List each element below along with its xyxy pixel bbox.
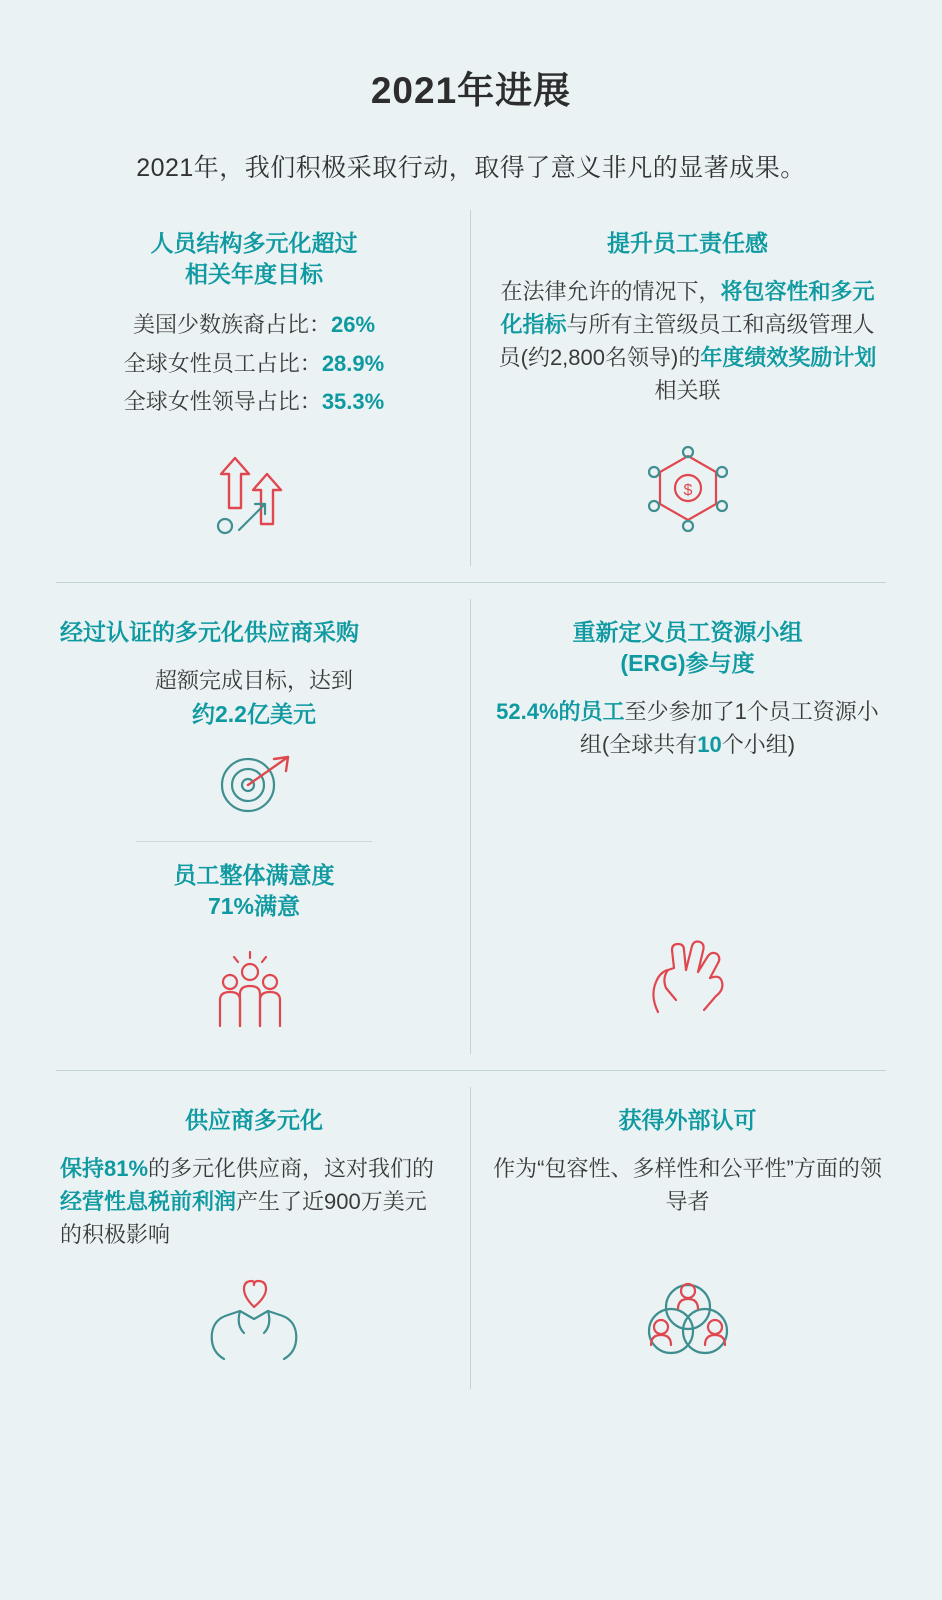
card-recognition-heading: 获得外部认可 bbox=[618, 1107, 757, 1134]
intro-paragraph: 2021年，我们积极采取行动，取得了意义非凡的显著成果。 bbox=[136, 154, 806, 182]
card-supplier-spend bbox=[60, 613, 448, 828]
stat-row bbox=[60, 345, 448, 384]
helping-hands-icon bbox=[628, 926, 748, 1036]
stat-value: 28.9% bbox=[321, 350, 385, 376]
card-recognition-text: 作为“包容性、多样性和公平性”方面的领导者 bbox=[493, 1156, 882, 1215]
card-erg-heading bbox=[493, 617, 882, 679]
text-part-emphasis: 52.4%的员工 bbox=[496, 698, 625, 724]
row-supplier-recognition bbox=[38, 1087, 904, 1389]
arrows-up-growth-icon bbox=[199, 438, 309, 548]
card-satisfaction-heading-line1: 员工整体满意度 bbox=[173, 862, 335, 889]
text-part-emphasis: 10 bbox=[697, 731, 722, 757]
text-part-emphasis: 经营性息税前利润 bbox=[60, 1189, 237, 1215]
stat-row bbox=[60, 306, 448, 345]
text-part-emphasis: 保持81% bbox=[60, 1156, 149, 1182]
page-title: 2021年进展 bbox=[370, 70, 572, 111]
card-satisfaction-heading-line2: 71%满意 bbox=[207, 893, 301, 920]
stat-label: 全球女性员工占比： bbox=[123, 350, 322, 376]
satisfaction-icon-wrap bbox=[60, 938, 448, 1036]
card-erg-text bbox=[493, 695, 882, 761]
column-supplier-satisfaction bbox=[38, 599, 471, 1055]
stat-label: 美国少数族裔占比： bbox=[132, 312, 331, 338]
row-supplier-erg bbox=[38, 599, 904, 1055]
svg-text:$: $ bbox=[683, 481, 692, 499]
text-part: 至少参加了1个员工资源小组(全球共有 bbox=[579, 698, 879, 757]
text-part: 产生了近900万美元的积极影响 bbox=[60, 1189, 427, 1248]
inner-divider bbox=[136, 841, 372, 842]
card-accountability-text bbox=[493, 275, 882, 407]
supplier-diversity-icon-wrap bbox=[60, 1251, 448, 1371]
card-employee-accountability bbox=[471, 210, 904, 566]
card-supplier-spend-heading: 经过认证的多元化供应商采购 bbox=[60, 618, 359, 645]
section-divider bbox=[56, 582, 886, 583]
text-part: 超额完成目标，达到 bbox=[154, 667, 353, 693]
card-external-recognition bbox=[471, 1087, 904, 1389]
text-part-emphasis: 将包容性和多元化指标 bbox=[500, 279, 875, 338]
stat-label: 全球女性领导占比： bbox=[123, 389, 322, 415]
people-celebrate-icon bbox=[204, 948, 304, 1036]
text-part: 在法律允许的情况下， bbox=[500, 279, 721, 305]
supplier-spend-icon-wrap bbox=[60, 731, 448, 827]
stat-value: 26% bbox=[330, 312, 376, 338]
card-supplier-diversity-text bbox=[60, 1152, 448, 1251]
hands-heart-icon bbox=[194, 1267, 314, 1371]
card-supplier-spend-text bbox=[60, 664, 448, 732]
dollar-hexagon-network-icon bbox=[628, 438, 748, 548]
card-workforce-heading bbox=[60, 228, 448, 290]
accountability-icon-wrap bbox=[493, 407, 882, 548]
text-part: 与所有主管级员工和高级管理人员(约2,800名领导)的 bbox=[498, 312, 875, 371]
card-supplier-diversity bbox=[38, 1087, 471, 1389]
stat-row bbox=[60, 383, 448, 422]
card-employee-satisfaction bbox=[60, 856, 448, 1036]
text-part: 相关联 bbox=[654, 378, 721, 404]
card-workforce-heading-line2: 相关年度目标 bbox=[185, 261, 323, 288]
stat-value: 35.3% bbox=[321, 389, 385, 415]
workforce-icon-wrap bbox=[60, 422, 448, 548]
workforce-stat-list bbox=[60, 306, 448, 422]
card-satisfaction-heading bbox=[60, 860, 448, 922]
card-supplier-diversity-heading: 供应商多元化 bbox=[185, 1107, 323, 1134]
text-part: 个小组) bbox=[721, 731, 796, 757]
target-arrow-icon bbox=[204, 741, 304, 827]
card-workforce-heading-line1: 人员结构多元化超过 bbox=[150, 230, 358, 256]
card-workforce-diversity bbox=[38, 210, 471, 566]
row-workforce-accountability bbox=[38, 210, 904, 566]
text-part: 的多元化供应商，这对我们的 bbox=[148, 1156, 435, 1182]
card-erg-engagement bbox=[471, 599, 904, 1055]
people-venn-circles-icon bbox=[623, 1261, 753, 1371]
supplier-spend-value: 约2.2亿美元 bbox=[192, 700, 316, 727]
card-erg-heading-line2: (ERG)参与度 bbox=[620, 649, 755, 676]
erg-icon-wrap bbox=[493, 761, 882, 1037]
card-accountability-heading: 提升员工责任感 bbox=[607, 230, 768, 256]
section-divider bbox=[56, 1070, 886, 1071]
text-part-emphasis: 年度绩效奖励计划 bbox=[700, 345, 877, 371]
recognition-icon-wrap bbox=[493, 1218, 882, 1371]
card-erg-heading-line1: 重新定义员工资源小组 bbox=[572, 618, 803, 645]
